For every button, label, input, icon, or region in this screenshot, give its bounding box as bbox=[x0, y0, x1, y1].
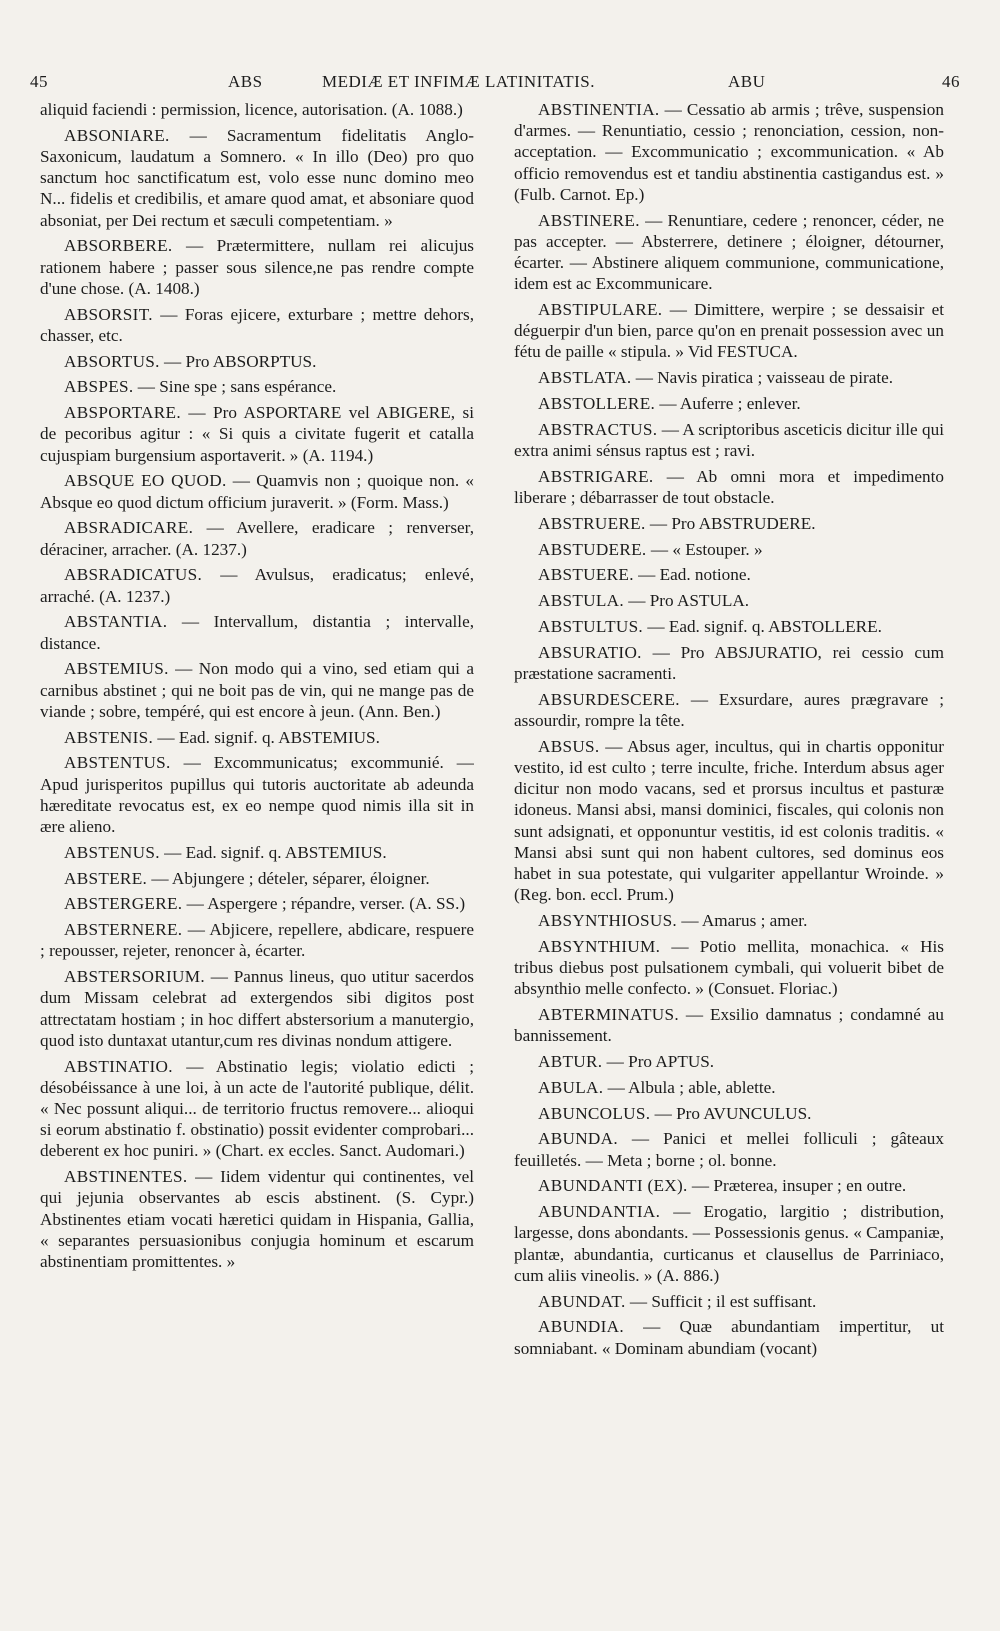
entry-text: — Pro ABSJURATIO, rei cessio cum præstatione sacramenti. bbox=[514, 642, 944, 683]
entry-text: — Intervallum, distantia ; intervalle, distance. bbox=[40, 612, 474, 653]
entry-headword: ABSTINENTIA. bbox=[538, 100, 660, 119]
entry-headword: ABUNDANTIA. bbox=[538, 1202, 661, 1222]
dictionary-entry bbox=[40, 376, 474, 397]
entry-text: — Pro ASTULA. bbox=[623, 591, 750, 611]
entry-text: — Ead. signif. q. ABSTEMIUS. bbox=[159, 842, 387, 862]
entry-headword: ABSTLATA. bbox=[538, 368, 632, 388]
entry-text: — Aspergere ; répandre, verser. (A. SS.) bbox=[182, 894, 466, 914]
entry-text: — Ead. notione. bbox=[633, 565, 751, 585]
dictionary-entry bbox=[514, 210, 944, 295]
entry-headword: ABSTERE. bbox=[64, 868, 148, 888]
dictionary-entry bbox=[40, 611, 474, 653]
entry-headword: ABSTRACTUS. bbox=[538, 419, 658, 439]
entry-text: — Auferre ; enlever. bbox=[655, 394, 801, 414]
entry-headword: ABSQUE EO QUOD. bbox=[64, 471, 227, 491]
dictionary-entry bbox=[40, 402, 474, 466]
entry-headword: ABSONIARE. bbox=[64, 125, 170, 145]
entry-text: — Abstinatio legis; violatio edicti ; désobéissance à une loi, à un acte de l'autorité publique, délit. « Nec possunt aliqui... de territorio fructus removere... alioqui si eorum abstinatio f. obstinatio) possit evidenter comprobari... deberent ex hoc puniri. » (Chart. ex eccles. Sanct. Audomari.) bbox=[40, 1056, 474, 1161]
dictionary-entry bbox=[514, 1077, 944, 1098]
dictionary-entry bbox=[514, 393, 944, 414]
entry-headword: ABUNCOLUS. bbox=[538, 1103, 651, 1123]
entry-text: — Albula ; able, ablette. bbox=[603, 1077, 776, 1097]
entry-headword: ABSORSIT. bbox=[64, 304, 153, 324]
entry-headword: ABUNDIA. bbox=[538, 1317, 624, 1337]
dictionary-entry bbox=[514, 1175, 944, 1196]
dictionary-entry bbox=[40, 99, 474, 120]
entry-text: — « Estouper. » bbox=[646, 539, 763, 559]
dictionary-entry bbox=[40, 564, 474, 606]
entry-headword: ABSTERNERE. bbox=[64, 920, 183, 940]
running-header bbox=[28, 72, 960, 94]
dictionary-entry bbox=[514, 1128, 944, 1170]
entry-headword: ABSTINERE. bbox=[538, 210, 640, 230]
entry-text: — Quæ abundantiam impertitur, ut somniabant. « Dominam abundiam (vocant) bbox=[514, 1317, 944, 1358]
dictionary-entry bbox=[40, 235, 474, 299]
entry-headword: ABSURDESCERE. bbox=[538, 689, 680, 709]
running-title: MEDIÆ ET INFIMÆ LATINITATIS. bbox=[322, 72, 595, 91]
entry-headword: ABSTENTUS. bbox=[64, 753, 171, 773]
dictionary-entry bbox=[40, 658, 474, 722]
entry-headword: ABUNDA. bbox=[538, 1129, 618, 1149]
entry-text: — Exsilio damnatus ; condamné au bannissement. bbox=[514, 1005, 944, 1046]
dictionary-entry bbox=[514, 1051, 944, 1072]
running-headword-right: ABU bbox=[728, 72, 766, 91]
entry-text: — Ead. signif. q. ABSTEMIUS. bbox=[153, 727, 380, 747]
entry-headword: ABSPORTARE. bbox=[64, 403, 181, 423]
entry-headword: ABTUR. bbox=[538, 1052, 603, 1072]
dictionary-entry bbox=[514, 689, 944, 731]
entry-text: — Pannus lineus, quo utitur sacerdos dum Missam celebrat ad extergendos sibi digitos post attrectatam hostiam ; in hoc differt abstersorium a manutergio, quod isto duntaxat utantur,cum res divinas nondum attigere. bbox=[40, 967, 474, 1050]
entry-headword: ABSTRUERE. bbox=[538, 513, 646, 533]
entry-text: — Navis piratica ; vaisseau de pirate. bbox=[631, 368, 894, 388]
entry-text: — Dimittere, werpire ; se dessaisir et déguerpir d'un bien, parce qu'on en prenait possession avec un fétu de paille « stipula. » Vid FESTUCA. bbox=[514, 300, 944, 362]
entry-text: — Pro ABSORPTUS. bbox=[159, 351, 317, 371]
entry-text: — Pro ABSTRUDERE. bbox=[645, 513, 816, 533]
dictionary-entry bbox=[40, 470, 474, 512]
dictionary-entry bbox=[40, 125, 474, 231]
entry-text: — Cessatio ab armis ; trêve, suspension d'armes. — Renuntiatio, cessio ; renonciation, cession, non-acceptation. — Excommunicatio ; excommunication. « Ab officio removendus est et tandiu abstinentia castigandus est. » (Fulb. Carnot. Ep.) bbox=[514, 100, 944, 204]
entry-text: — Ead. signif. q. ABSTOLLERE. bbox=[643, 617, 882, 636]
dictionary-entry bbox=[514, 1201, 944, 1286]
entry-text: — Amarus ; amer. bbox=[677, 911, 808, 931]
dictionary-entry bbox=[40, 1056, 474, 1162]
entry-headword: ABSTINATIO. bbox=[64, 1056, 173, 1076]
page-number-right: 46 bbox=[942, 72, 960, 91]
entry-headword: ABULA. bbox=[538, 1077, 604, 1097]
dictionary-entry bbox=[514, 910, 944, 931]
entry-headword: ABSTERSORIUM. bbox=[64, 967, 205, 987]
dictionary-entry bbox=[40, 1166, 474, 1272]
dictionary-entry bbox=[514, 367, 944, 388]
entry-text: — A scriptoribus asceticis dicitur ille qui extra animi sénsus raptus est ; ravi. bbox=[514, 419, 944, 461]
entry-text: — Absus ager, incultus, qui in chartis opponitur vestito, id est culto ; terre inculte, friche. Interdum absus ager dicitur non modo vacans, sed et prorsus incultus et pasturæ idoneus. Mansi absi, mansi dominici, fiscales, qui colonis non sunt adsignati, et opponuntur vestitis, id est colonis traditis. « Mansi absi sunt qui non habent cultores, sed dominus eos habet in sua potestate, qui vulgariter appellantur Wroinde. » (Reg. bon. eccl. Prum.) bbox=[514, 736, 944, 905]
dictionary-entry bbox=[40, 893, 474, 914]
entry-text: — Panici et mellei folliculi ; gâteaux feuilletés. — Meta ; borne ; ol. bonne. bbox=[514, 1129, 944, 1170]
entry-headword: ABSTENUS. bbox=[64, 842, 160, 862]
entry-text: — Renuntiare, cedere ; renoncer, céder, ne pas accepter. — Absterrere, detinere ; éloigner, détourner, écarter. — Abstinere aliquem communione, communicatione, idem est ac Excommunicare. bbox=[514, 210, 944, 294]
entry-text: — Prætermittere, nullam rei alicujus rationem habere ; passer sous silence,ne pas rendre compte d'une chose. (A. 1408.) bbox=[40, 236, 474, 298]
dictionary-entry bbox=[514, 590, 944, 611]
dictionary-entry bbox=[514, 419, 944, 461]
running-headword-left: ABS bbox=[228, 72, 263, 91]
entry-headword: ABSTANTIA. bbox=[64, 612, 168, 632]
dictionary-entry bbox=[40, 517, 474, 559]
dictionary-entry bbox=[514, 616, 944, 637]
dictionary-entry bbox=[40, 752, 474, 837]
entry-headword: ABSTRIGARE. bbox=[538, 466, 654, 486]
dictionary-entry bbox=[514, 513, 944, 534]
entry-text: — Iidem videntur qui continentes, vel qui jejunia observantes ab escis abstinent. (S. Cypr.) Abstinentes etiam vocati hæretici quidam in Hispania, Gallia, « separantes persuasionibus conjugia hominum et escarum abstinentiam promittentes. » bbox=[40, 1167, 474, 1272]
entry-text: — Avellere, eradicare ; renverser, déraciner, arracher. (A. 1237.) bbox=[40, 518, 474, 559]
entry-headword: ABSORBERE. bbox=[64, 236, 173, 256]
entry-text: — Sacramentum fidelitatis Anglo-Saxonicum, laudatum a Somnero. « In illo (Deo) pro quo sanctum hoc sanctificatum est, volo esse nunc domino meo N... fidelis et credibilis, et amare quod amat, et absoniare quod absoniat, per Dei rectum et sæculi competentiam. » bbox=[40, 125, 474, 230]
entry-text: — Pro AVUNCULUS. bbox=[650, 1103, 812, 1123]
dictionary-entry bbox=[514, 642, 944, 684]
dictionary-entry bbox=[514, 736, 944, 906]
entry-text: — Foras ejicere, exturbare ; mettre dehors, chasser, etc. bbox=[40, 304, 474, 345]
entry-text: — Erogatio, largitio ; distribution, largesse, dons abondants. — Possessionis genus. « Campaniæ, plantæ, abundantia, curticanus et clausellus de Parriniaco, cum aliis vineolis. » (A. 886.) bbox=[514, 1202, 944, 1285]
entry-headword: ABSTUERE. bbox=[538, 565, 634, 585]
entry-headword: ABSYNTHIOSUS. bbox=[538, 911, 678, 931]
dictionary-entry bbox=[514, 99, 944, 205]
dictionary-entry bbox=[514, 539, 944, 560]
entry-headword: ABSTUDERE. bbox=[538, 539, 647, 559]
entry-text: — Excommunicatus; excommunié. — Apud jurisperitos pupillus qui tutoris auctoritate ab adeunda hæreditate revocatus est, ex eo nempe quod nimis illa sit in ære alieno. bbox=[40, 753, 474, 837]
dictionary-entry bbox=[514, 466, 944, 508]
entry-headword: ABSORTUS. bbox=[64, 351, 160, 371]
entry-headword: ABSPES. bbox=[64, 377, 134, 397]
dictionary-entry bbox=[40, 919, 474, 961]
entry-text: — Ab omni mora et impedimento liberare ; débarrasser de tout obstacle. bbox=[514, 466, 944, 508]
left-column bbox=[40, 99, 474, 1609]
dictionary-entry bbox=[514, 1291, 944, 1312]
entry-headword: ABUNDANTI (EX). bbox=[538, 1176, 688, 1196]
entry-text: — Sufficit ; il est suffisant. bbox=[625, 1291, 817, 1311]
entry-headword: ABSTULTUS. bbox=[538, 617, 644, 636]
entry-text: — Abjungere ; dételer, séparer, éloigner. bbox=[147, 868, 430, 888]
entry-text: — Non modo qui a vino, sed etiam qui a carnibus abstinet ; qui ne boit pas de vin, qui ne mange pas de viande ; sobre, tempéré, qui est encore à jeun. (Ann. Ben.) bbox=[40, 659, 474, 721]
entry-headword: ABSYNTHIUM. bbox=[538, 936, 661, 956]
entry-text: — Potio mellita, monachica. « His tribus diebus post pulsationem cymbali, qui voluerit bibet de absynthio melle confecto. » (Consuet. Floriac.) bbox=[514, 936, 944, 999]
entry-headword: ABSURATIO. bbox=[538, 642, 642, 662]
right-column bbox=[514, 99, 944, 1609]
dictionary-entry bbox=[40, 351, 474, 372]
entry-headword: ABSTULA. bbox=[538, 591, 624, 611]
dictionary-entry bbox=[514, 299, 944, 363]
entry-headword: ABSTOLLERE. bbox=[538, 394, 656, 414]
page-number-left: 45 bbox=[30, 72, 48, 91]
dictionary-entry bbox=[40, 966, 474, 1051]
dictionary-entry bbox=[40, 842, 474, 863]
dictionary-entry bbox=[514, 1004, 944, 1046]
entry-headword: ABSTENIS. bbox=[64, 727, 154, 747]
dictionary-entry bbox=[40, 727, 474, 748]
dictionary-entry bbox=[514, 564, 944, 585]
dictionary-entry bbox=[40, 304, 474, 346]
entry-headword: ABUNDAT. bbox=[538, 1291, 626, 1311]
entry-text: — Pro ASPORTARE vel ABIGERE, si de pecoribus agitur : « Si quis a civitate fugerit et catalla cujuspiam burgensium asportaverit. » (A. 1194.) bbox=[40, 403, 474, 465]
entry-text: — Avulsus, eradicatus; enlevé, arraché. (A. 1237.) bbox=[40, 565, 474, 606]
dictionary-entry bbox=[514, 1316, 944, 1358]
entry-text: — Sine spe ; sans espérance. bbox=[133, 377, 337, 397]
entry-text: aliquid faciendi : permission, licence, autorisation. (A. 1088.) bbox=[40, 100, 463, 119]
entry-headword: ABSTINENTES. bbox=[64, 1167, 188, 1187]
dictionary-entry bbox=[40, 868, 474, 889]
dictionary-entry bbox=[514, 936, 944, 1000]
entry-headword: ABSTEMIUS. bbox=[64, 659, 169, 679]
entry-text: — Quamvis non ; quoique non. « Absque eo quod dictum officium juraverit. » (Form. Mass.) bbox=[40, 471, 474, 512]
entry-headword: ABSRADICATUS. bbox=[64, 565, 203, 585]
dictionary-entry bbox=[514, 1103, 944, 1124]
entry-text: — Abjicere, repellere, abdicare, respuere ; repousser, rejeter, renoncer à, écarter. bbox=[40, 920, 474, 961]
entry-headword: ABSTIPULARE. bbox=[538, 300, 663, 320]
entry-text: — Præterea, insuper ; en outre. bbox=[687, 1176, 907, 1196]
entry-headword: ABSUS. bbox=[538, 736, 600, 756]
entry-headword: ABSRADICARE. bbox=[64, 518, 194, 538]
entry-headword: ABTERMINATUS. bbox=[538, 1005, 679, 1025]
entry-text: — Exsurdare, aures prægravare ; assourdir, rompre la tête. bbox=[514, 689, 944, 730]
entry-text: — Pro APTUS. bbox=[602, 1052, 715, 1072]
entry-headword: ABSTERGERE. bbox=[64, 894, 183, 914]
